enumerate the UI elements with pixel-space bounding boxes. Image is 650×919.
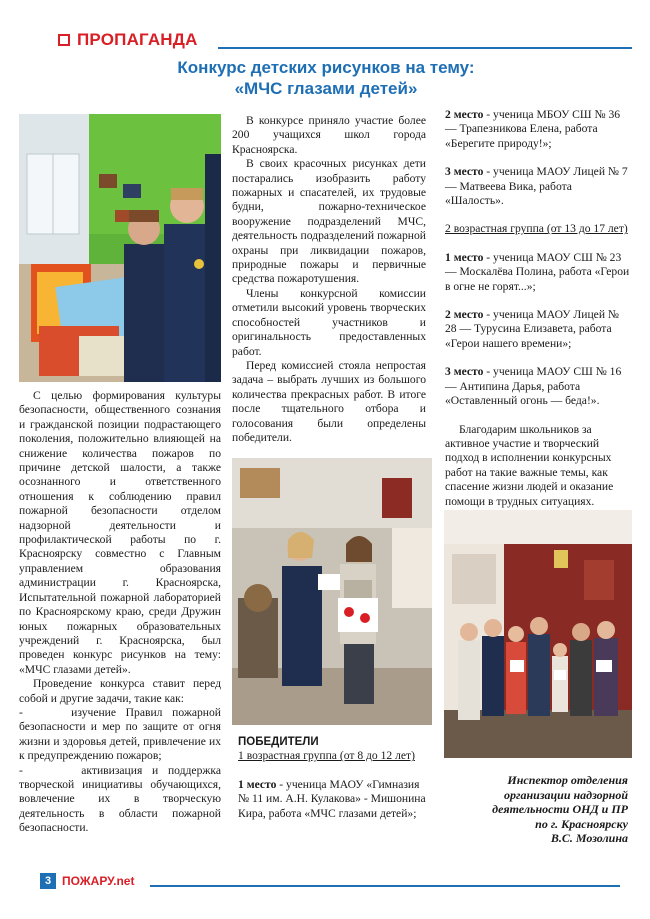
winners-heading: ПОБЕДИТЕЛИ (238, 736, 319, 748)
article-title-line1: Конкурс детских рисунков на тему: (177, 58, 475, 77)
winner-text: - ученица МАОУ Лицей № 28 — Турусина Елизавета, работа «Герои нашего времени»; (445, 308, 619, 350)
photo-drawings-review (19, 114, 221, 382)
place-label: 3 место (445, 365, 484, 379)
winner-entry (445, 165, 633, 208)
column-right-text (445, 108, 633, 509)
winner-text: - ученица МАОУ Лицей № 7 — Матвеева Вика, работа «Шалость». (445, 165, 628, 208)
paragraph: С целью формирования культуры безопасности, общественного сознания и гражданской позиции подрастающего поколения, положительно влияющей на снижение количества пожаров по причине детской шалости, а также осознанного и ответственного отношения к соблюдению правил пожарной безопасности отделом надзорной деятельности и профилактической работы по г. Красноярску совместно с Главным управлением образования администрации г. Красноярска, Испытательной пожарной лабораторией по Красноярскому краю, среди Дружин юных пожарных образовательных учреждений г. Красноярска, был проведен конкурс рисунков на тему: «МЧС глазами детей». (19, 389, 221, 676)
place-label: 2 место (445, 308, 484, 322)
paragraph: Перед комиссией стояла непростая задача – выбрать лучших из большого количества прекрасных работ. В итоге после тщательного отбора и голосования были определены победители. (232, 358, 426, 444)
column-middle-text (232, 114, 426, 445)
place-label: 1 место (238, 777, 277, 791)
article-title (120, 57, 532, 99)
paragraph: В конкурсе приняло участие более 200 учащихся школ города Красноярска. (232, 114, 426, 156)
winner-text: - ученица МАОУ «Гимназия № 11 им. А.Н. Кулакова» - Мишонина Кира, работа «МЧС глазами детей»; (238, 777, 426, 820)
signature-line: В.С. Мозолина (550, 831, 628, 845)
section-title: ПРОПАГАНДА (77, 30, 198, 49)
winner-entry (445, 251, 633, 294)
signature-line: Инспектор отделения (507, 773, 628, 787)
paragraph: - изучение Правил пожарной безопасности и мер по защите от огня жизни и здоровья детей, привлечение их к предупреждению пожаров; (19, 705, 221, 763)
place-label: 1 место (445, 250, 484, 264)
winner-text: - ученица МАОУ СШ № 16 — Антипина Дарья, работа «Оставленный огонь — беда!». (445, 365, 622, 408)
signature-line: деятельности ОНД и ПР (492, 802, 628, 816)
winner-text: - ученица МБОУ СШ № 36 — Трапезникова Елена, работа «Берегите природу!»; (445, 108, 621, 150)
photo-award-ceremony (232, 458, 432, 725)
place-label: 2 место (445, 108, 484, 121)
winner-entry (445, 108, 633, 151)
signature-line: по г. Красноярску (535, 816, 628, 831)
paragraph: - активизация и поддержка творческой инициативы обучающихся, вовлечение их в творческую деятельность в области пожарной безопасности. (19, 763, 221, 835)
place-label: 3 место (445, 165, 484, 179)
page-number: 3 (40, 873, 56, 889)
footer-brand: ПОЖАРУ.net (62, 874, 135, 888)
winner-entry (445, 308, 633, 351)
winner-entry (445, 365, 633, 408)
winner-entry (238, 778, 428, 821)
footer-rule (150, 885, 620, 887)
article-title-line2: «МЧС глазами детей» (234, 79, 418, 98)
checkbox-square-icon (58, 34, 70, 46)
winner-text: - ученица МАОУ СШ № 23 — Москалёва Полина, работа «Герои в огне не горят...»; (445, 250, 630, 293)
signature-line: организации надзорной (504, 787, 628, 802)
header-rule (218, 47, 632, 49)
photo-group-winners (444, 510, 632, 758)
age-group-1: 1 возрастная группа (от 8 до 12 лет) (238, 749, 415, 763)
paragraph: Проведение конкурса ставит перед собой и другие задачи, такие как: (19, 677, 221, 705)
winners-block-start (238, 735, 428, 821)
column-left-text (19, 389, 221, 836)
thanks-paragraph: Благодарим школьников за активное участие и творческий подход в исполнении конкурсных работ на такие важные темы, как спасение жизни людей и оказание помощи в трудных ситуациях. (445, 422, 614, 508)
paragraph: Члены конкурсной комиссии отметили высокий уровень творческих способностей участников и оригинальность предоставленных работ. (232, 286, 426, 358)
section-header (58, 30, 198, 50)
paragraph: В своих красочных рисунках дети постарались изобразить работу пожарных и спасателей, их трудовые будни, пожарно-техническое вооружение подразделений МЧС, деятельность подразделений пожарной охраны при ликвидации пожаров, природные пожары и первичные средства пожаротушения. (232, 157, 426, 286)
age-group-2: 2 возрастная группа (от 13 до 17 лет) (445, 222, 628, 236)
author-signature (468, 773, 628, 846)
